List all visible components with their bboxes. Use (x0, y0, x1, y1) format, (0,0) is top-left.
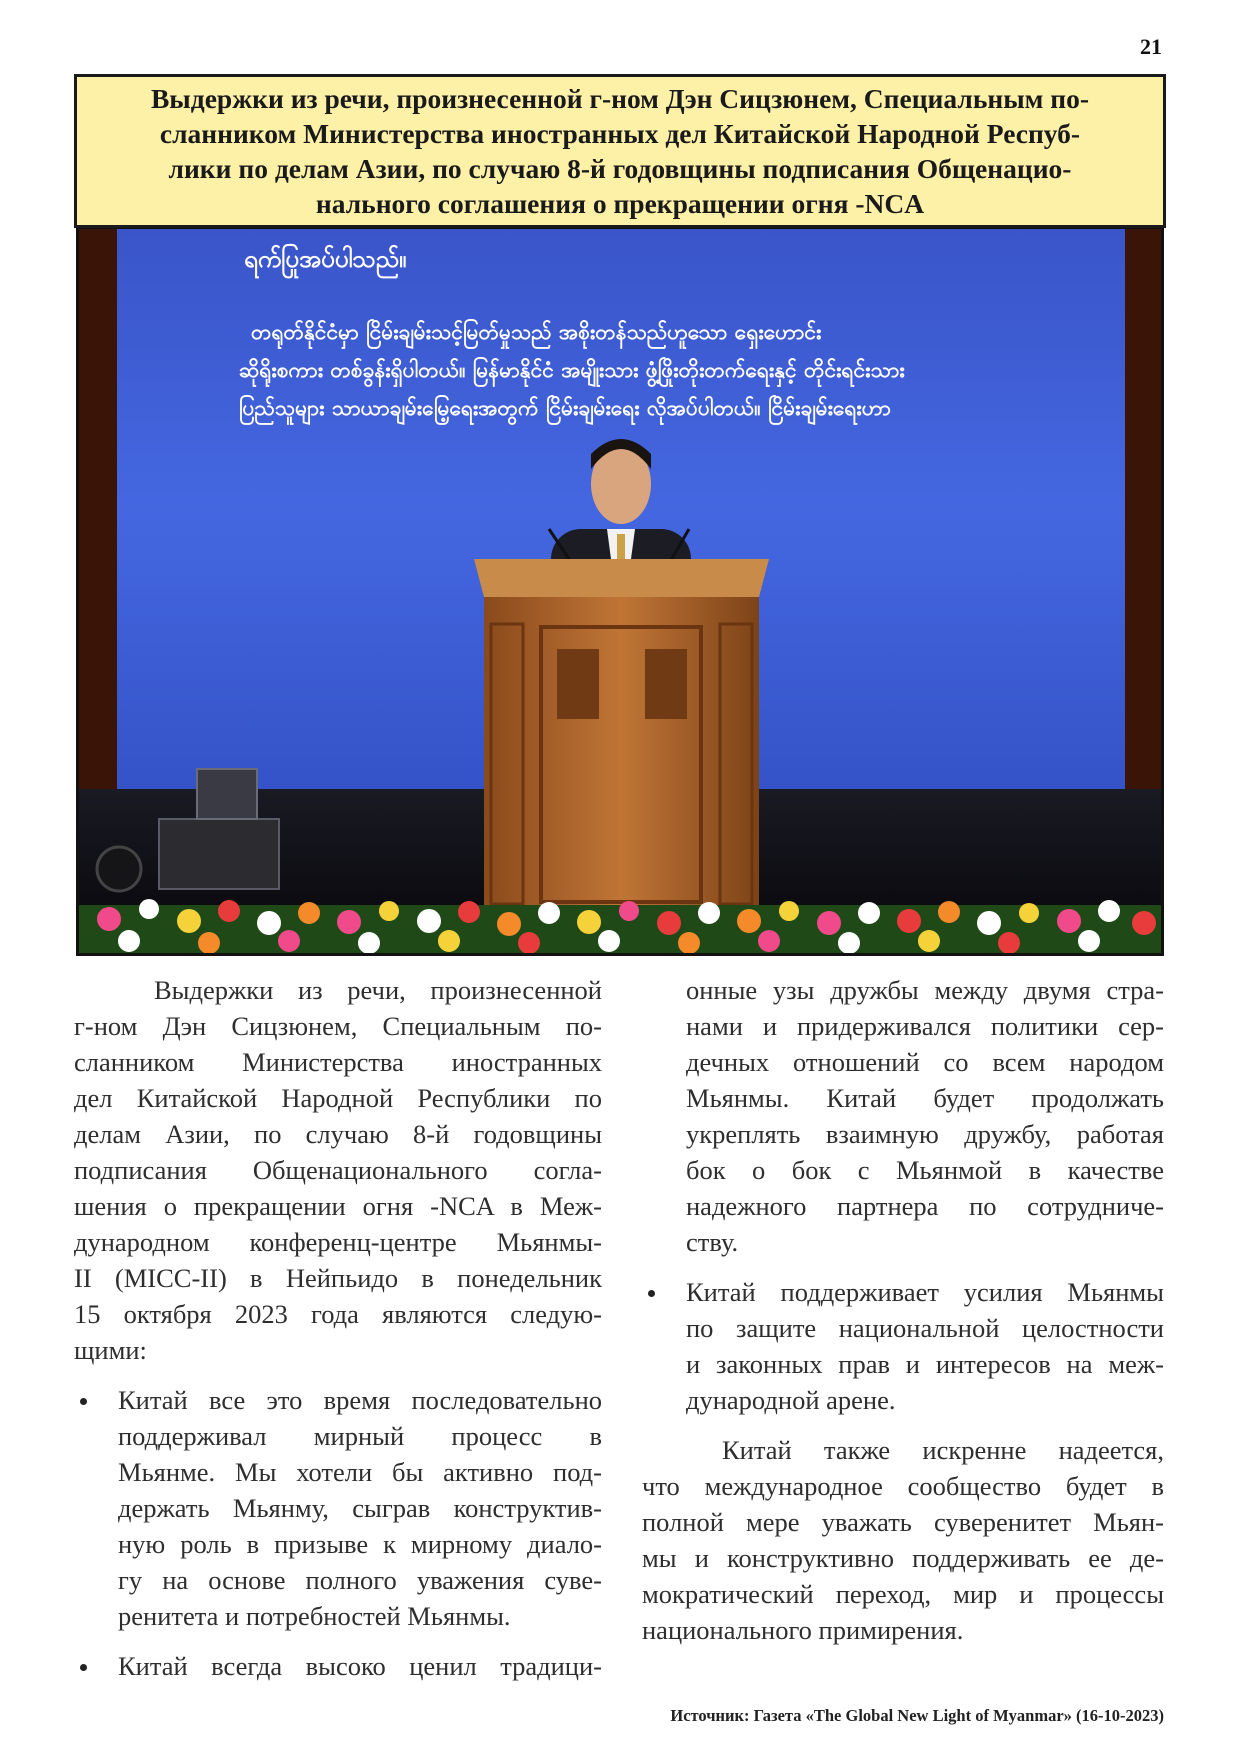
body-line: по защите национальной целостности (686, 1313, 1164, 1343)
bullet-icon (80, 1664, 87, 1671)
screen-line: ရက်ပြုအပ်ပါသည်။ (244, 245, 407, 273)
body-line: надежного партнера по сотрудниче- (686, 1191, 1164, 1221)
headline-line: лики по делам Азии, по случаю 8-й годовщины подписания Общенацио- (168, 153, 1072, 184)
body-line: поддерживал мирный процесс в (118, 1421, 602, 1451)
podium (474, 559, 769, 927)
body-line: дечных отношений со всем народом (686, 1047, 1164, 1077)
screen-line: ပြည်သူများ သာယာချမ်းမြေ့ရေးအတွက် ငြိမ်းချမ်းရေး လိုအပ်ပါတယ်။ ငြိမ်းချမ်းရေးဟာ (239, 396, 891, 420)
bullet-item (74, 1382, 602, 1634)
body-line: полной мере уважать суверенитет Мьян- (642, 1507, 1164, 1537)
body-line: подписания Общенационального согла- (74, 1155, 602, 1185)
body-line: г-ном Дэн Сицзюнем, Специальным по- (74, 1011, 602, 1041)
body-line: щими: (74, 1335, 147, 1365)
left-column (74, 972, 602, 1684)
body-line: и законных прав и интересов на меж- (686, 1349, 1164, 1379)
body-line: ную роль в призыве к мирному диало- (118, 1529, 602, 1559)
screen-line: တရုတ်နိုင်ငံမှာ ငြိမ်းချမ်းသင့်မြတ်မှုသည် အစိုးတန်သည်ဟူသော ရှေးဟောင်း (251, 320, 822, 344)
headline-line: сланником Министерства иностранных дел Китайской Народной Респуб- (159, 118, 1081, 149)
screen-line: ဆိုရိုးစကား တစ်ခွန်းရှိပါတယ်။ မြန်မာနိုင်ငံ အမျိုးသား ဖွံ့ဖြိုးတိုးတက်ရေးနှင့် တိုင်းရင်းသား (239, 358, 905, 382)
bullet-item (642, 1274, 1164, 1418)
body-line: Мьянмы. Китай будет продолжать (686, 1083, 1164, 1113)
body-line: укреплять взаимную дружбу, работая (686, 1119, 1164, 1149)
body-line: гу на основе полного уважения суве- (118, 1565, 602, 1595)
body-line: бок о бок с Мьянмой в качестве (686, 1155, 1164, 1185)
body-line: Китай также искренне надеется, (722, 1435, 1164, 1465)
speaker-photo (76, 226, 1164, 956)
bullet-item (74, 1648, 602, 1684)
body-line: Китай поддерживает усилия Мьянмы (686, 1277, 1164, 1307)
body-line: дународной арене. (686, 1385, 896, 1415)
body-line: что международное сообщество будет в (642, 1471, 1164, 1501)
body-line: держать Мьянму, сыграв конструктив- (118, 1493, 602, 1523)
body-line: национального примирения. (642, 1615, 964, 1645)
body-line: Выдержки из речи, произнесенной (154, 975, 602, 1005)
body-line: мократический переход, мир и процессы (642, 1579, 1164, 1609)
bullet-icon (648, 1290, 655, 1297)
bullet-icon (80, 1398, 87, 1405)
source-citation: Источник: Газета «The Global New Light of Myanmar» (16-10-2023) (670, 1706, 1164, 1725)
flower-arrangement (79, 899, 1161, 953)
body-line: Китай все это время последовательно (118, 1385, 602, 1415)
right-column (642, 972, 1164, 1648)
headline-line: нального соглашения о прекращении огня -NCA (315, 188, 925, 219)
headline-line: Выдержки из речи, произнесенной г-ном Дэн Сицзюнем, Специальным по- (150, 83, 1090, 114)
body-line: мы и конструктивно поддерживать ее де- (642, 1543, 1164, 1573)
body-line: ренитета и потребностей Мьянмы. (118, 1601, 511, 1631)
body-line: делам Азии, по случаю 8-й годовщины (74, 1119, 602, 1149)
body-line: онные узы дружбы между двумя стра- (686, 975, 1164, 1005)
body-line: 15 октября 2023 года являются следую- (74, 1299, 602, 1329)
page-number: 21 (1140, 34, 1162, 59)
body-line: Китай всегда высоко ценил традици- (118, 1651, 602, 1681)
body-line: ству. (686, 1227, 739, 1257)
body-line: сланником Министерства иностранных (74, 1047, 602, 1077)
headline-box (74, 74, 1166, 228)
body-line: нами и придерживался политики сер- (686, 1011, 1164, 1041)
body-line: дел Китайской Народной Республики по (74, 1083, 602, 1113)
body-line: шения о прекращении огня -NCA в Меж- (74, 1191, 602, 1221)
body-line: Мьянме. Мы хотели бы активно под- (118, 1457, 602, 1487)
body-line: II (MICC-II) в Нейпьидо в понедельник (74, 1263, 602, 1293)
body-line: дународном конференц-центре Мьянмы- (74, 1227, 602, 1257)
headline (77, 81, 1163, 221)
